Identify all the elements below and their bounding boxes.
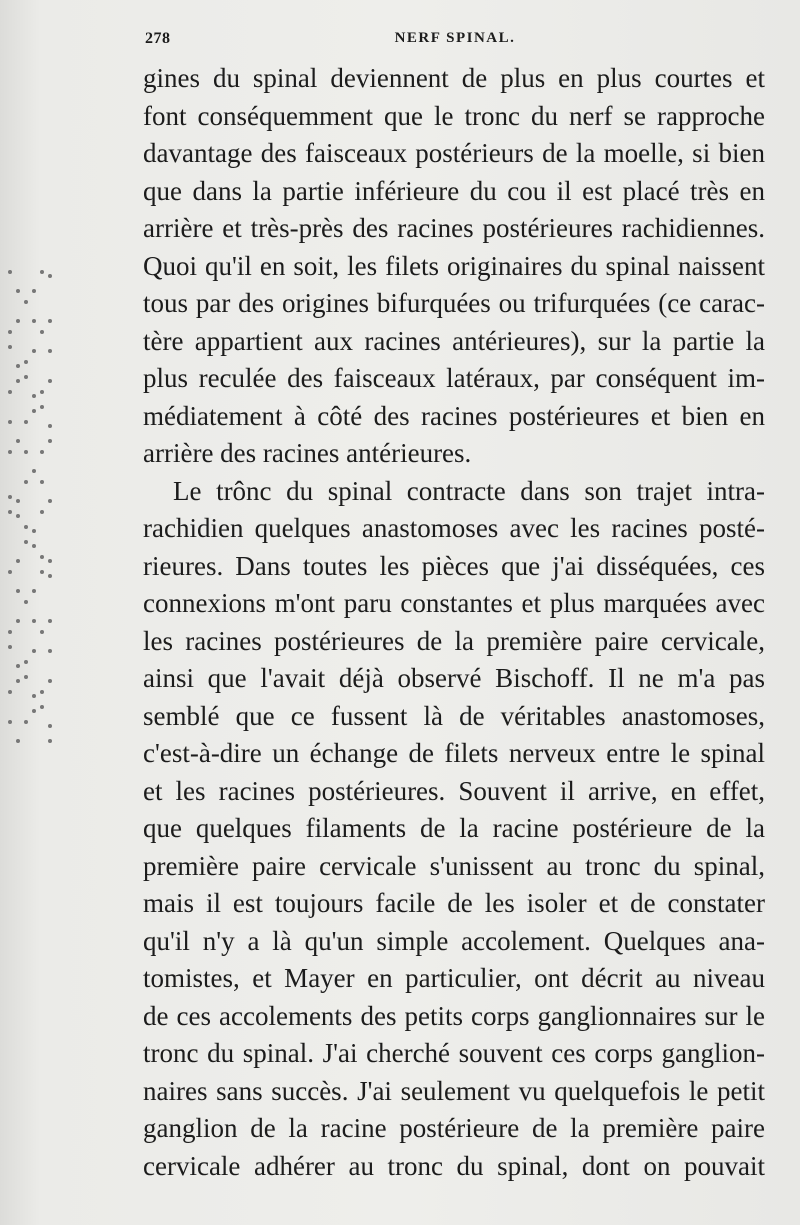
- text-line: mais il est toujours facile de les isoler et de constater: [143, 888, 765, 918]
- text-line: que quelques filaments de la racine postérieure de la: [143, 813, 765, 843]
- text-line: arrière des racines antérieures.: [143, 438, 472, 468]
- text-line: naires sans succès. J'ai seulement vu quelquefois le petit: [143, 1075, 765, 1106]
- text-line: que dans la partie inférieure du cou il est placé très en: [143, 175, 765, 206]
- text-line: qu'il n'y a là qu'un simple accolement. Quelques ana-: [143, 925, 765, 956]
- text-line: cervicale adhérer au tronc du spinal, dont on pouvait: [143, 1150, 765, 1181]
- text-line: semblé que ce fussent là de véritables anastomoses,: [143, 700, 765, 731]
- text-line: plus reculée des faisceaux latéraux, par conséquent im-: [143, 363, 765, 393]
- text-line: gines du spinal deviennent de plus en plus courtes et: [143, 63, 765, 93]
- text-line: rachidien quelques anastomoses avec les racines posté-: [143, 513, 765, 543]
- text-line: c'est-à-dire un échange de filets nerveux entre le spinal: [143, 738, 765, 768]
- text-line: et les racines postérieures. Souvent il arrive, en effet,: [143, 775, 765, 806]
- paragraph: [143, 60, 765, 473]
- text-line: ainsi que l'avait déjà observé Bischoff. Il ne m'a pas: [143, 663, 765, 693]
- paragraph: [143, 473, 765, 1186]
- text-line: tomistes, et Mayer en particulier, ont décrit au niveau: [143, 963, 765, 993]
- text-line: de ces accolements des petits corps ganglionnaires sur le: [143, 1000, 765, 1031]
- text-line: Le trônc du spinal contracte dans son trajet intra-: [173, 475, 765, 506]
- text-line: rieures. Dans toutes les pièces que j'ai disséquées, ces: [143, 550, 765, 581]
- text-line: médiatement à côté des racines postérieures et bien en: [143, 400, 765, 431]
- running-title: NERF SPINAL.: [394, 30, 516, 46]
- body-text: [143, 60, 765, 1185]
- text-line: tronc du spinal. J'ai cherché souvent ces corps ganglion-: [143, 1038, 765, 1068]
- text-line: les racines postérieures de la première paire cervicale,: [143, 625, 765, 656]
- page-number: 278: [145, 30, 171, 47]
- text-line: tous par des origines bifurquées ou trifurquées (ce carac-: [143, 288, 765, 318]
- text-line: première paire cervicale s'unissent au tronc du spinal,: [143, 850, 765, 881]
- text-line: ganglion de la racine postérieure de la première paire: [143, 1113, 765, 1143]
- bleed-through-dots: [0, 270, 60, 770]
- text-line: font conséquemment que le tronc du nerf se rapproche: [143, 100, 765, 131]
- text-line: davantage des faisceaux postérieurs de la moelle, si bien: [143, 138, 765, 168]
- text-line: arrière et très-près des racines postérieures rachidiennes.: [143, 213, 765, 243]
- running-header: [145, 30, 765, 54]
- text-line: Quoi qu'il en soit, les filets originaires du spinal naissent: [143, 250, 765, 281]
- text-line: connexions m'ont paru constantes et plus marquées avec: [143, 588, 765, 618]
- text-line: tère appartient aux racines antérieures), sur la partie la: [143, 325, 765, 356]
